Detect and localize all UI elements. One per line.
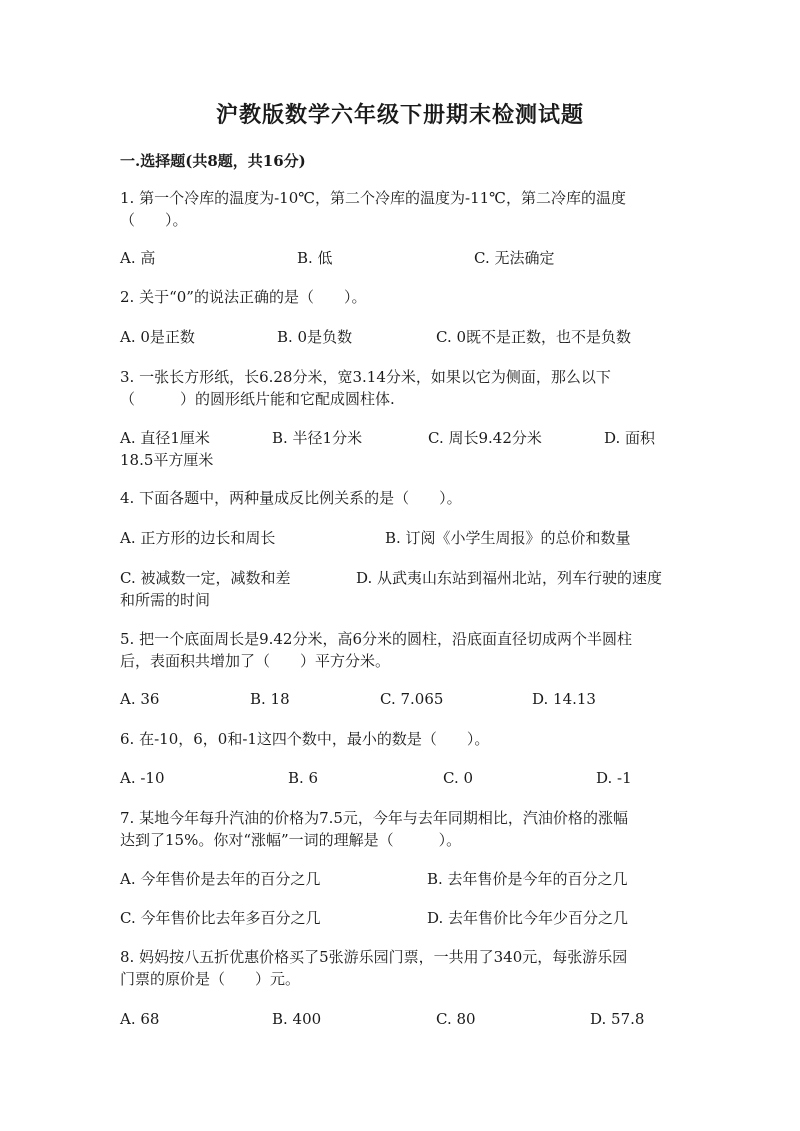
- question-5-option-d: D. 14.13: [532, 690, 596, 708]
- question-3-option-d-continuation: 18.5平方厘米: [120, 451, 214, 469]
- question-5-option-c: C. 7.065: [380, 690, 444, 708]
- question-1-option-a: A. 高: [120, 249, 156, 267]
- question-3-option-d: D. 面积: [604, 429, 656, 447]
- question-7-option-a: A. 今年售价是去年的百分之几: [120, 870, 321, 888]
- question-8-option-d: D. 57.8: [590, 1010, 645, 1028]
- question-2-option-a: A. 0是正数: [120, 328, 195, 346]
- question-8-option-b: B. 400: [272, 1010, 322, 1028]
- question-7-option-d: D. 去年售价比今年少百分之几: [427, 909, 629, 927]
- question-7-stem-line-2: 达到了15%。你对“涨幅”一词的理解是（ ）。: [120, 831, 462, 849]
- question-7-option-c: C. 今年售价比去年多百分之几: [120, 909, 321, 927]
- question-2-stem-line-1: 2. 关于“0”的说法正确的是（ ）。: [120, 288, 367, 306]
- section-heading: 一.选择题(共8题，共16分): [120, 152, 306, 170]
- question-3-stem-line-1: 3. 一张长方形纸，长6.28分米，宽3.14分米，如果以它为侧面，那么以下: [120, 368, 611, 386]
- question-6-option-d: D. -1: [596, 769, 632, 787]
- question-8-option-a: A. 68: [120, 1010, 160, 1028]
- question-5-option-a: A. 36: [120, 690, 160, 708]
- question-6-option-a: A. -10: [120, 769, 165, 787]
- question-4-option-d: D. 从武夷山东站到福州北站，列车行驶的速度: [356, 569, 663, 587]
- question-6-option-b: B. 6: [288, 769, 319, 787]
- question-8-stem-line-2: 门票的原价是（ ）元。: [120, 970, 301, 988]
- question-3-stem-line-2: （ ）的圆形纸片能和它配成圆柱体.: [120, 390, 395, 408]
- question-4-option-d-continuation: 和所需的时间: [120, 591, 211, 609]
- question-1-option-c: C. 无法确定: [474, 249, 555, 267]
- question-1-stem-line-1: 1. 第一个冷库的温度为-10℃，第二个冷库的温度为-11℃，第二冷库的温度: [120, 189, 626, 207]
- question-8-stem-line-1: 8. 妈妈按八五折优惠价格买了5张游乐园门票，一共用了340元，每张游乐园: [120, 948, 628, 966]
- question-6-option-c: C. 0: [443, 769, 474, 787]
- question-7-option-b: B. 去年售价是今年的百分之几: [427, 870, 628, 888]
- question-4-option-b: B. 订阅《小学生周报》的总价和数量: [385, 529, 631, 547]
- question-4-stem-line-1: 4. 下面各题中，两种量成反比例关系的是（ ）。: [120, 489, 462, 507]
- question-3-option-a: A. 直径1厘米: [120, 429, 210, 447]
- question-5-stem-line-2: 后，表面积共增加了（ ）平方分米。: [120, 652, 391, 670]
- question-1-stem-line-2: （ ）。: [120, 211, 188, 229]
- question-2-option-c: C. 0既不是正数，也不是负数: [436, 328, 632, 346]
- question-6-stem-line-1: 6. 在-10，6，0和-1这四个数中，最小的数是（ ）。: [120, 730, 490, 748]
- question-3-option-b: B. 半径1分米: [272, 429, 363, 447]
- question-3-option-c: C. 周长9.42分米: [428, 429, 542, 447]
- question-2-option-b: B. 0是负数: [277, 328, 353, 346]
- page-title: 沪教版数学六年级下册期末检测试题: [215, 102, 584, 128]
- question-4-option-c: C. 被减数一定，减数和差: [120, 569, 291, 587]
- question-1-option-b: B. 低: [297, 249, 333, 267]
- question-5-option-b: B. 18: [250, 690, 290, 708]
- question-8-option-c: C. 80: [436, 1010, 476, 1028]
- question-7-stem-line-1: 7. 某地今年每升汽油的价格为7.5元，今年与去年同期相比，汽油价格的涨幅: [120, 809, 628, 827]
- question-4-option-a: A. 正方形的边长和周长: [120, 529, 276, 547]
- question-5-stem-line-1: 5. 把一个底面周长是9.42分米，高6分米的圆柱，沿底面直径切成两个半圆柱: [120, 630, 633, 648]
